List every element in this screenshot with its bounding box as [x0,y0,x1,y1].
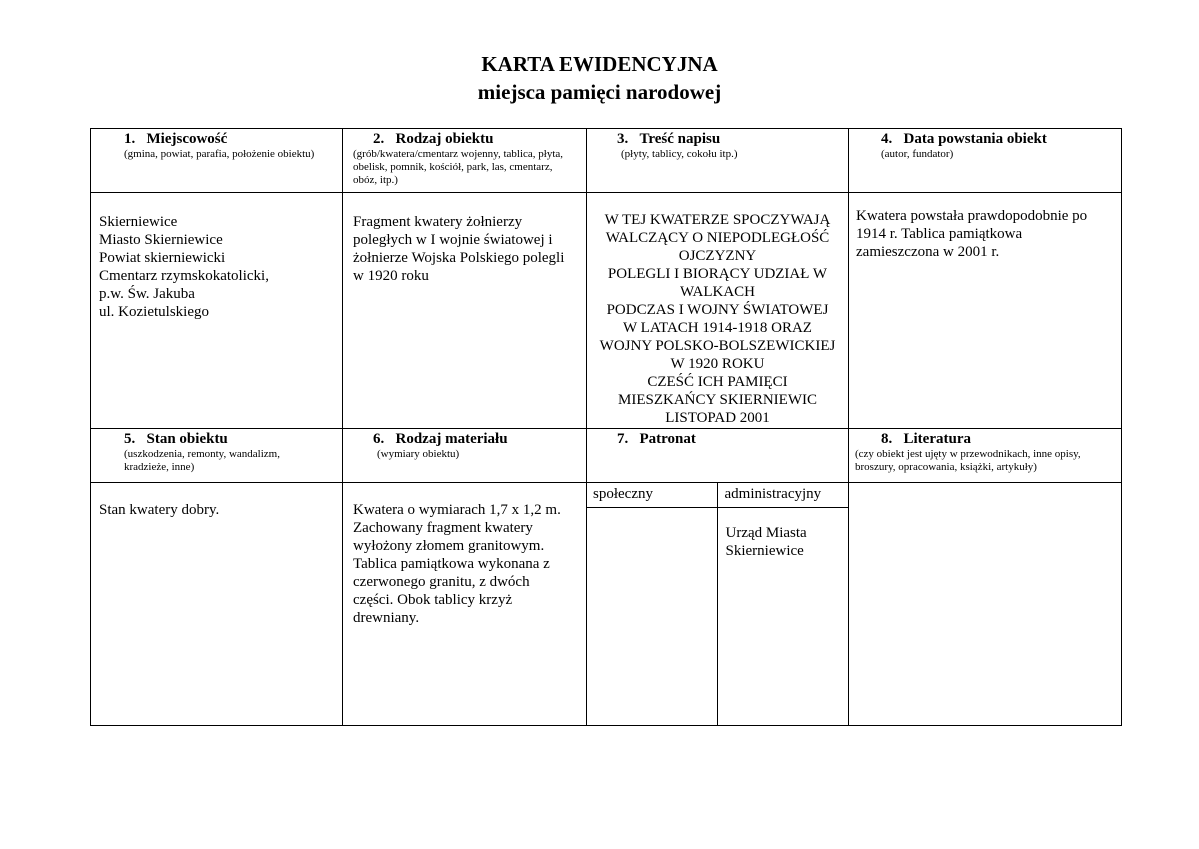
header-stan-obiektu [91,429,343,483]
patronat-spoleczny-label: społeczny [587,483,717,507]
text-line: W LATACH 1914-1918 ORAZ [623,320,812,336]
text-line: drewniany. [353,610,420,626]
cell-tresc-napisu [587,193,849,429]
text-line: żołnierze Wojska Polskiego polegli [353,250,565,266]
text-line: Tablica pamiątkowa wykonana z [353,556,550,572]
text-line: Kwatera o wymiarach 1,7 x 1,2 m. [353,502,561,518]
header-num: 2. [373,131,385,147]
text-line: części. Obok tablicy krzyż [353,592,513,608]
header-num: 7. [617,431,629,447]
header-label: Patronat [639,431,696,447]
text-line: Zachowany fragment kwatery [353,520,533,536]
text-line: ul. Kozietulskiego [99,304,209,320]
document-subtitle: miejsca pamięci narodowej [477,80,722,104]
text-line: MIESZKAŃCY SKIERNIEWIC [617,392,817,408]
header-label: Treść napisu [639,131,721,147]
text-line: Stan kwatery dobry. [99,502,220,518]
header-num: 1. [124,131,136,147]
header-sub: (czy obiekt jest ujęty w przewodnikach, inne opisy, broszury, opracowania, książki, artykuły) [855,448,1081,473]
patronat-spoleczny-value [587,507,717,725]
text-line: CZEŚĆ ICH PAMIĘCI [647,374,788,390]
header-sub: (autor, fundator) [881,148,954,160]
cell-data-powstania [849,193,1122,429]
header-tresc-napisu [587,129,849,193]
header-sub: (wymiary obiektu) [377,448,460,460]
text-line: PODCZAS I WOJNY ŚWIATOWEJ [606,302,829,318]
header-label: Rodzaj materiału [395,431,508,447]
cell-miejscowosc [91,193,343,429]
header-sub: (uszkodzenia, remonty, wandalizm, kradzieże, inne) [124,448,280,473]
text-line: LISTOPAD 2001 [665,410,770,426]
text-line: Powiat skierniewicki [99,250,226,266]
text-line: Skierniewice [99,214,178,230]
header-sub: (płyty, tablicy, cokołu itp.) [621,148,738,160]
text-line: W TEJ KWATERZE SPOCZYWAJĄ [604,212,831,228]
text-line: Fragment kwatery żołnierzy [353,214,523,230]
header-literatura [849,429,1122,483]
header-rodzaj-materialu [343,429,587,483]
header-num: 4. [881,131,893,147]
header-label: Data powstania obiekt [903,131,1047,147]
text-line: W 1920 ROKU [670,356,765,372]
text-line: Skierniewice [725,542,804,559]
text-line: p.w. Św. Jakuba [99,286,195,302]
header-miejscowosc [91,129,343,193]
header-num: 3. [617,131,629,147]
header-label: Rodzaj obiektu [395,131,494,147]
patronat-administracyjny-value [717,507,848,725]
header-rodzaj-obiektu [343,129,587,193]
text-line: Urząd Miasta [725,524,807,541]
header-num: 8. [881,431,893,447]
cell-stan-obiektu [91,483,343,726]
text-line: OJCZYZNY [678,248,757,264]
text-line: zamieszczona w 2001 r. [856,244,1000,260]
text-line: w 1920 roku [353,268,429,284]
header-num: 5. [124,431,136,447]
patronat-administracyjny-label: administracyjny [717,483,848,507]
header-num: 6. [373,431,385,447]
text-line: Miasto Skierniewice [99,232,223,248]
header-label: Miejscowość [146,131,228,147]
cell-rodzaj-materialu [343,483,587,726]
text-line: Kwatera powstała prawdopodobnie po [856,208,1088,224]
cell-rodzaj-obiektu [343,193,587,429]
text-line: 1914 r. Tablica pamiątkowa [856,226,1023,242]
header-label: Stan obiektu [146,431,228,447]
text-line: poległych w I wojnie światowej i [353,232,553,248]
cell-literatura [849,483,1122,726]
text-line: wyłożony złomem granitowym. [353,538,545,554]
text-line: WOJNY POLSKO-BOLSZEWICKIEJ [599,338,836,354]
text-line: WALCZĄCY O NIEPODLEGŁOŚĆ [605,230,830,246]
header-sub: (grób/kwatera/cmentarz wojenny, tablica, płyta, obelisk, pomnik, kościół, park, las, cmentarz, obóz, itp.) [353,148,564,186]
document-title: KARTA EWIDENCYJNA [481,52,718,76]
text-line: WALKACH [680,284,755,300]
text-line: POLEGLI I BIORĄCY UDZIAŁ W [607,266,828,282]
header-data-powstania [849,129,1122,193]
header-patronat [587,429,849,483]
cell-patronat [587,483,849,726]
text-line: Cmentarz rzymskokatolicki, [99,268,269,284]
patronat-subtable [587,483,848,725]
header-label: Literatura [903,431,971,447]
header-sub: (gmina, powiat, parafia, położenie obiektu) [124,148,315,160]
text-line: czerwonego granitu, z dwóch [353,574,530,590]
record-card-table [90,128,1122,726]
